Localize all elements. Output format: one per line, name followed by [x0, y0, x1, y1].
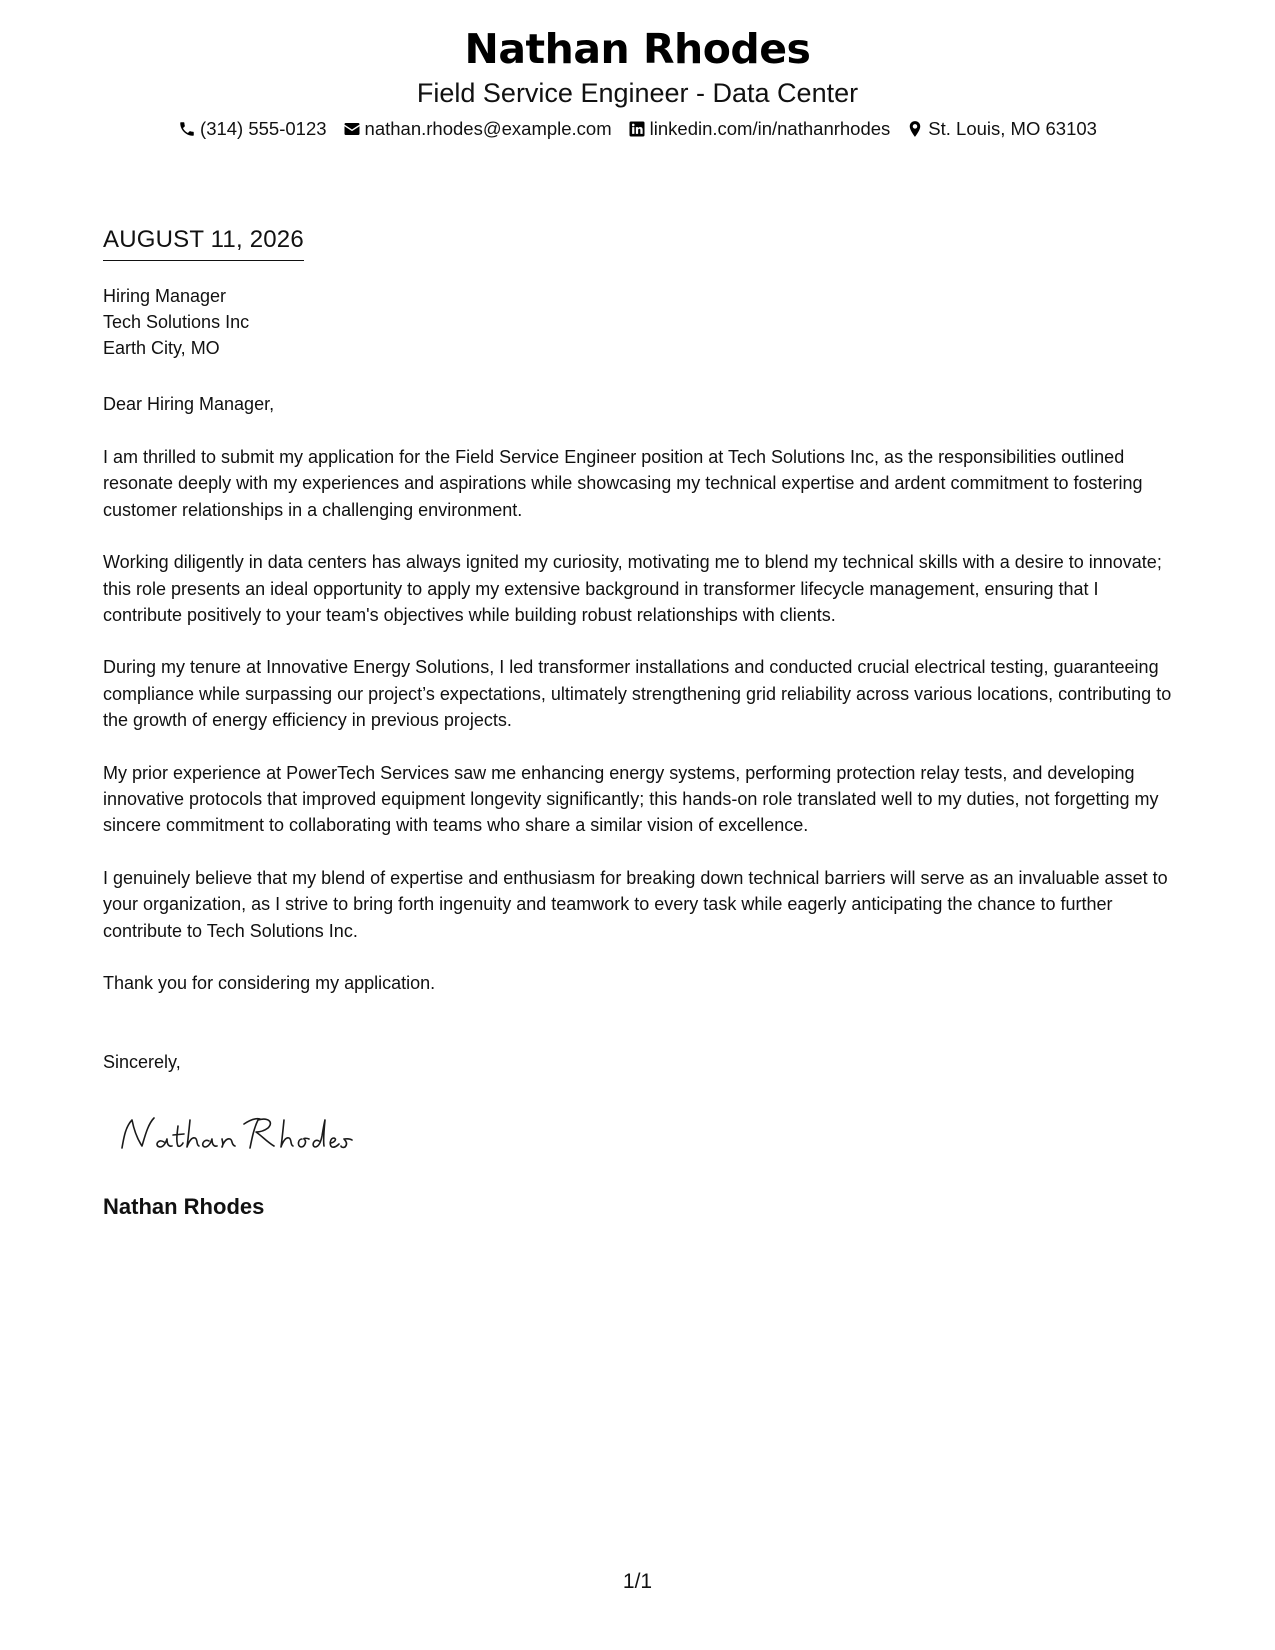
- phone-text: (314) 555-0123: [200, 118, 327, 139]
- recipient-block: [103, 283, 249, 361]
- letter-header: [0, 20, 1275, 142]
- paragraph-3: During my tenure at Innovative Energy Solutions, I led transformer installations and conducted crucial electrical testing, guaranteeing compliance while surpassing our project’s expectations, ultimately strengthening grid reliability across various locations, contributing to the growth of energy efficiency in previous projects.: [103, 657, 1172, 731]
- paragraph-1: I am thrilled to submit my application for the Field Service Engineer position at Tech Solutions Inc, as the responsibilities outlined resonate deeply with my experiences and aspirations while showcasing my technical expertise and ardent commitment to fostering customer relationships in a challenging environment.: [103, 447, 1143, 520]
- map-pin-icon: [906, 120, 924, 138]
- linkedin-text[interactable]: linkedin.com/in/nathanrhodes: [649, 118, 891, 139]
- envelope-icon: [343, 120, 361, 138]
- contact-location: [906, 116, 1097, 142]
- contact-phone: [178, 116, 327, 142]
- closing: Sincerely,: [103, 1052, 181, 1072]
- location-text: St. Louis, MO 63103: [928, 118, 1097, 139]
- recipient-location: Earth City, MO: [103, 338, 220, 358]
- paragraph-5: I genuinely believe that my blend of expertise and enthusiasm for breaking down technical barriers will serve as an invaluable asset to your organization, as I strive to bring forth ingenuity and teamwork to every task while eagerly anticipating the chance to further contribute to Tech Solutions Inc.: [103, 867, 1168, 941]
- salutation: Dear Hiring Manager,: [103, 394, 275, 414]
- recipient-company: Tech Solutions Inc: [103, 312, 250, 332]
- email-text[interactable]: nathan.rhodes@example.com: [364, 118, 612, 139]
- page-number: 1/1: [622, 1570, 653, 1593]
- signer-name: Nathan Rhodes: [103, 1194, 265, 1219]
- phone-icon: [178, 120, 196, 138]
- paragraph-4: My prior experience at PowerTech Services saw me enhancing energy systems, performing protection relay tests, and developing innovative protocols that improved equipment longevity significantly; this hands-on role translated well to my duties, not forgetting my sincere commitment to collaborating with teams who share a similar vision of excellence.: [103, 762, 1159, 836]
- paragraph-6: Thank you for considering my application.: [103, 973, 436, 994]
- letter-date: AUGUST 11, 2026: [103, 224, 304, 261]
- handwritten-signature: [112, 1108, 362, 1158]
- job-title: Field Service Engineer - Data Center: [416, 78, 859, 108]
- contact-email[interactable]: [343, 116, 612, 142]
- letter-body: [103, 444, 1173, 1023]
- applicant-name: Nathan Rhodes: [464, 25, 811, 73]
- paragraph-2: Working diligently in data centers has always ignited my curiosity, motivating me to blend my technical skills with a desire to innovate; this role presents an ideal opportunity to apply my extensive background in transformer lifecycle management, ensuring that I contribute positively to your team's objectives while building robust relationships with clients.: [103, 552, 1162, 626]
- linkedin-icon: [628, 120, 646, 138]
- recipient-title: Hiring Manager: [103, 286, 227, 306]
- contact-linkedin[interactable]: [628, 116, 891, 142]
- contact-bar: [0, 116, 1275, 142]
